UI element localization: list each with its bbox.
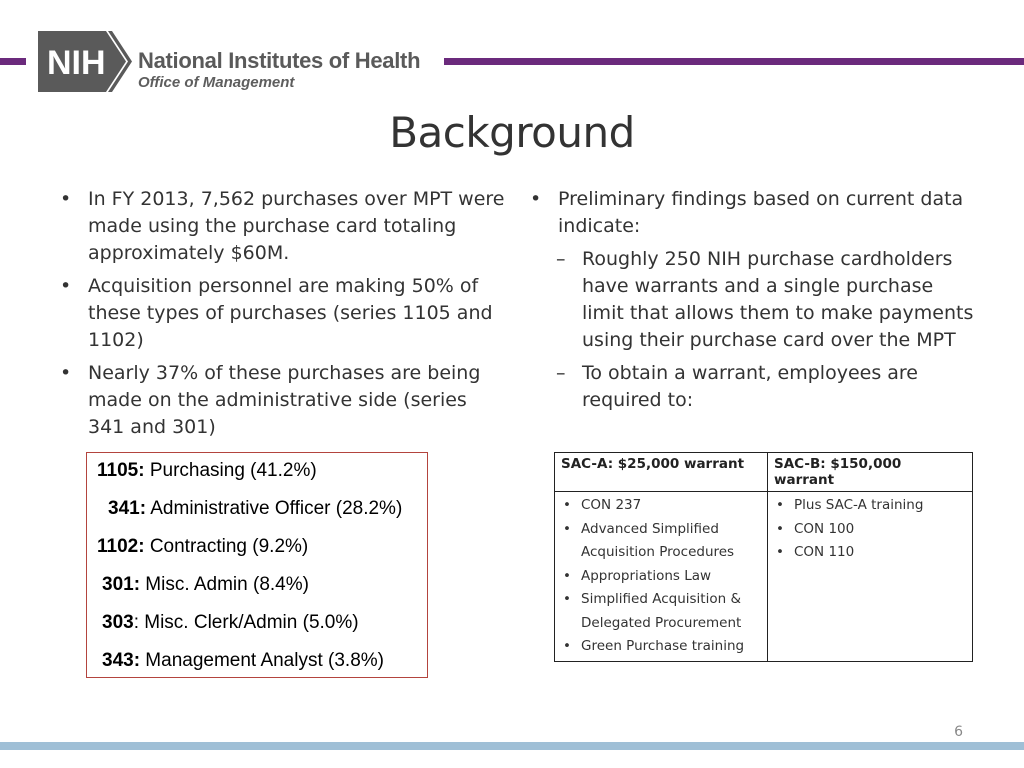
series-code: 303 (102, 612, 134, 633)
series-row (108, 498, 402, 520)
series-label: : Misc. Clerk/Admin (5.0%) (133, 612, 359, 633)
series-row (102, 574, 309, 596)
warrant-table (554, 452, 973, 662)
series-code: 1105: (97, 460, 145, 481)
table-cell (555, 492, 768, 662)
table-header: SAC-B: $150,000 warrant (768, 453, 973, 492)
series-label: Contracting (9.2%) (144, 536, 309, 557)
right-subitem: – Roughly 250 NIH purchase cardholders have warrants and a single purchase limit that allows them to make payments using their purchase card over the MPT (528, 246, 978, 354)
series-row (97, 460, 317, 482)
series-label: Misc. Admin (8.4%) (140, 574, 309, 595)
slide-title: Background (389, 108, 635, 157)
header-accent-bar-right (444, 58, 1024, 65)
list-item: • CON 100 (774, 518, 966, 542)
list-item: • Green Purchase training (561, 635, 761, 659)
series-row (102, 650, 384, 672)
left-bullet: • Acquisition personnel are making 50% of these types of purchases (series 1105 and 1102) (58, 273, 508, 354)
series-row (97, 536, 308, 558)
list-item: • CON 237 (561, 494, 761, 518)
office-name: Office of Management (138, 74, 295, 91)
left-bullet: • Nearly 37% of these purchases are being made on the administrative side (series 341 and 301) (58, 360, 508, 441)
series-label: Management Analyst (3.8%) (140, 650, 384, 671)
list-item: • Advanced Simplified Acquisition Procedures (561, 518, 761, 565)
series-code: 341: (108, 498, 147, 519)
footer-bar (0, 742, 1024, 750)
nih-logo (38, 31, 132, 92)
org-name-block (138, 49, 420, 92)
right-subitem: – To obtain a warrant, employees are required to: (528, 360, 978, 414)
series-code: 1102: (97, 536, 145, 557)
series-label: Administrative Officer (28.2%) (146, 498, 403, 519)
svg-text:NIH: NIH (47, 44, 106, 82)
left-bullet-list (58, 186, 508, 447)
series-code: 301: (102, 574, 141, 595)
page-number: 6 (954, 724, 963, 740)
right-bullet: • Preliminary findings based on current data indicate: (528, 186, 978, 240)
list-item: • Simplified Acquisition & Delegated Procurement (561, 588, 761, 635)
list-item: • Plus SAC-A training (774, 494, 966, 518)
right-bullet-list (528, 186, 978, 420)
series-box (86, 452, 428, 678)
header-accent-bar-left (0, 58, 26, 65)
series-row (102, 612, 359, 634)
org-name: National Institutes of Health (138, 48, 421, 73)
list-item: • CON 110 (774, 541, 966, 565)
series-label: Purchasing (41.2%) (144, 460, 317, 481)
left-bullet: • In FY 2013, 7,562 purchases over MPT were made using the purchase card totaling approximately $60M. (58, 186, 508, 267)
series-code: 343: (102, 650, 141, 671)
list-item: • Appropriations Law (561, 565, 761, 589)
table-header: SAC-A: $25,000 warrant (555, 453, 768, 492)
table-cell (768, 492, 973, 662)
